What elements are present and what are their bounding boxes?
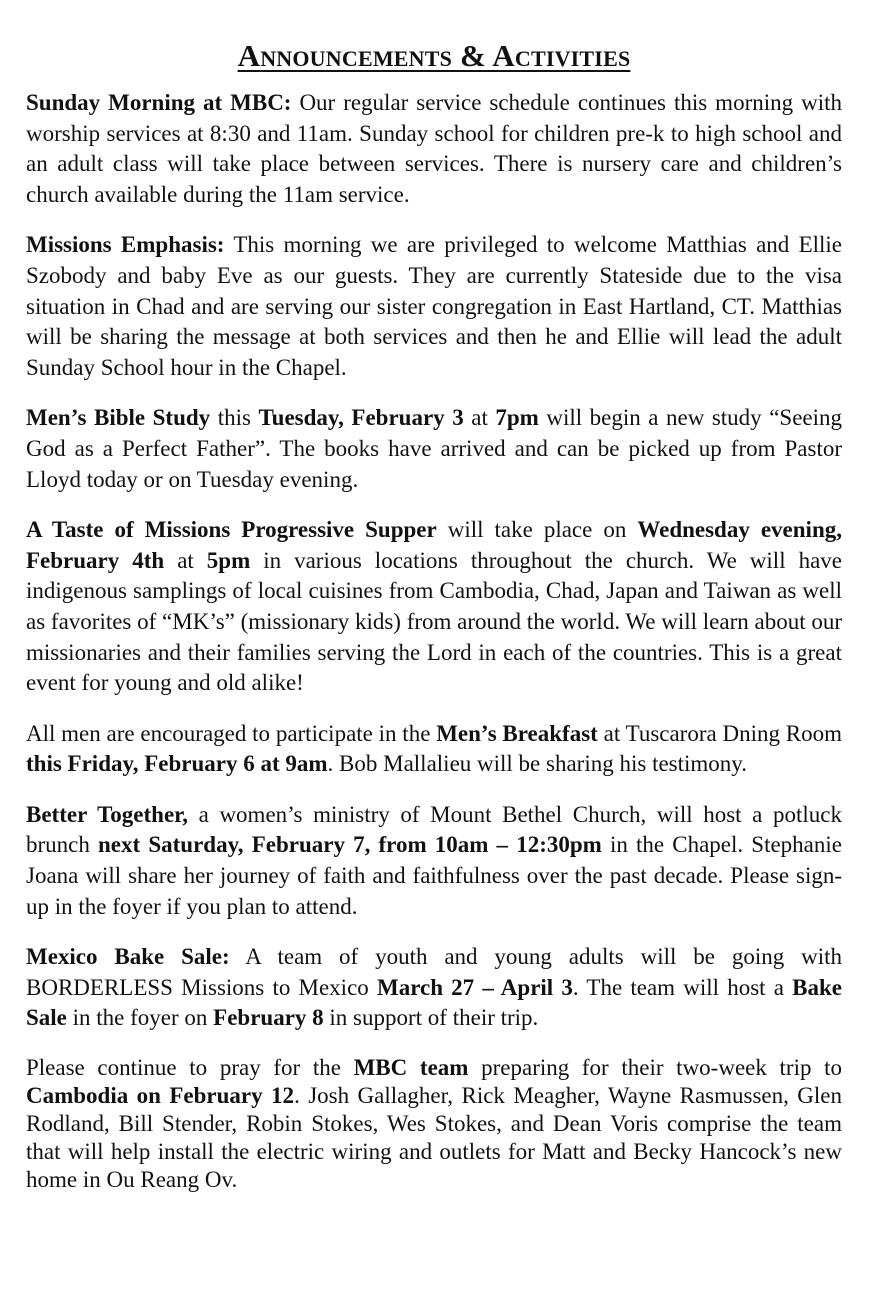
mens-bible-study-text: this <box>210 405 259 431</box>
mens-bible-study-heading: Men’s Bible Study <box>26 405 211 431</box>
bake-sale-date: February 8 <box>213 1005 324 1031</box>
bake-sale-heading: Mexico Bake Sale: <box>26 944 230 970</box>
bake-sale-trip-dates: March 27 – April 3 <box>376 974 573 1000</box>
page-title: Announcements & Activities <box>237 38 631 73</box>
bake-sale-paragraph <box>26 942 842 1034</box>
progressive-supper-time: 5pm <box>206 547 251 573</box>
better-together-heading: Better Together, <box>26 801 189 827</box>
cambodia-team-text: . Josh Gallagher, Rick Meagher, Wayne Rasmussen, Glen Rodland, Bill Stender, Robin Stokes, Wes Stokes, and Dean Voris comprise the team that will help install the electric wiring and outlets for Matt and Becky Hancock’s new home in Ou Reang Ov. <box>26 1083 842 1193</box>
bake-sale-text: . The team will host a <box>572 974 793 1000</box>
progressive-supper-text: at <box>164 547 207 573</box>
cambodia-team-paragraph <box>26 1054 842 1194</box>
better-together-date: next Saturday, February 7, from 10am – 12:30pm <box>98 832 602 858</box>
missions-emphasis-paragraph <box>26 230 842 383</box>
mens-breakfast-paragraph <box>26 719 842 780</box>
better-together-text: in the Chapel. Stephanie Joana will share her journey of faith and faithfulness over the past decade. Please sign-up in the foyer if you plan to attend. <box>26 832 842 919</box>
bake-sale-label: Bake Sale <box>26 974 842 1031</box>
progressive-supper-heading: A Taste of Missions Progressive Supper <box>26 517 437 543</box>
progressive-supper-text: will take place on <box>436 517 638 543</box>
mens-breakfast-text: at Tuscarora Dning Room <box>597 720 842 746</box>
sunday-morning-heading: Sunday Morning at MBC: <box>26 90 292 115</box>
mens-bible-study-text: at <box>463 405 496 431</box>
mens-breakfast-date: this Friday, February 6 at 9am <box>26 751 328 777</box>
bake-sale-text: in the foyer on <box>66 1005 214 1031</box>
progressive-supper-date: Wednesday evening, February 4th <box>26 517 842 573</box>
bake-sale-text: in support of their trip. <box>323 1005 539 1031</box>
cambodia-team-heading: MBC team <box>353 1055 469 1081</box>
better-together-paragraph <box>26 800 842 922</box>
progressive-supper-text: in various locations throughout the church. We will have indigenous samplings of local cuisines from Cambodia, Chad, Japan and Taiwan as well as favorites of “MK’s” (missionary kids) from around the world. We will learn about our missionaries and their families serving the Lord in each of the countries. This is a great event for young and old alike! <box>26 547 842 696</box>
missions-emphasis-text: This morning we are privileged to welcome Matthias and Ellie Szobody and baby Eve as our guests. They are currently Stateside due to the visa situation in Chad and are serving our sister congregation in East Hartland, CT. Matthias will be sharing the message at both services and then he and Ellie will lead the adult Sunday School hour in the Chapel. <box>26 232 842 380</box>
cambodia-team-text: preparing for their two-week trip to <box>468 1055 843 1081</box>
sunday-morning-paragraph <box>26 88 842 210</box>
mens-bible-study-text: will begin a new study “Seeing God as a Perfect Father”. The books have arrived and can be picked up from Pastor Lloyd today or on Tuesday evening. <box>26 405 843 492</box>
mens-breakfast-heading: Men’s Breakfast <box>436 720 598 746</box>
cambodia-team-date: Cambodia on February 12 <box>26 1083 295 1109</box>
mens-bible-study-paragraph <box>26 403 842 495</box>
mens-bible-study-time: 7pm <box>495 405 539 431</box>
better-together-text: a women’s ministry of Mount Bethel Church, will host a potluck brunch <box>26 801 842 858</box>
progressive-supper-paragraph <box>26 515 842 699</box>
mens-bible-study-date: Tuesday, February 3 <box>258 405 464 431</box>
missions-emphasis-heading: Missions Emphasis: <box>26 232 225 258</box>
mens-breakfast-text: . Bob Mallalieu will be sharing his testimony. <box>327 751 748 777</box>
cambodia-team-text: Please continue to pray for the <box>26 1055 354 1081</box>
sunday-morning-text: Our regular service schedule continues this morning with worship services at 8:30 and 11am. Sunday school for children pre-k to high school and an adult class will take place between services. There is nursery care and children’s church available during the 11am service. <box>26 90 842 207</box>
bake-sale-text: A team of youth and young adults will be going with BORDERLESS Missions to Mexico <box>26 944 842 1000</box>
mens-breakfast-text: All men are encouraged to participate in the <box>26 720 437 746</box>
